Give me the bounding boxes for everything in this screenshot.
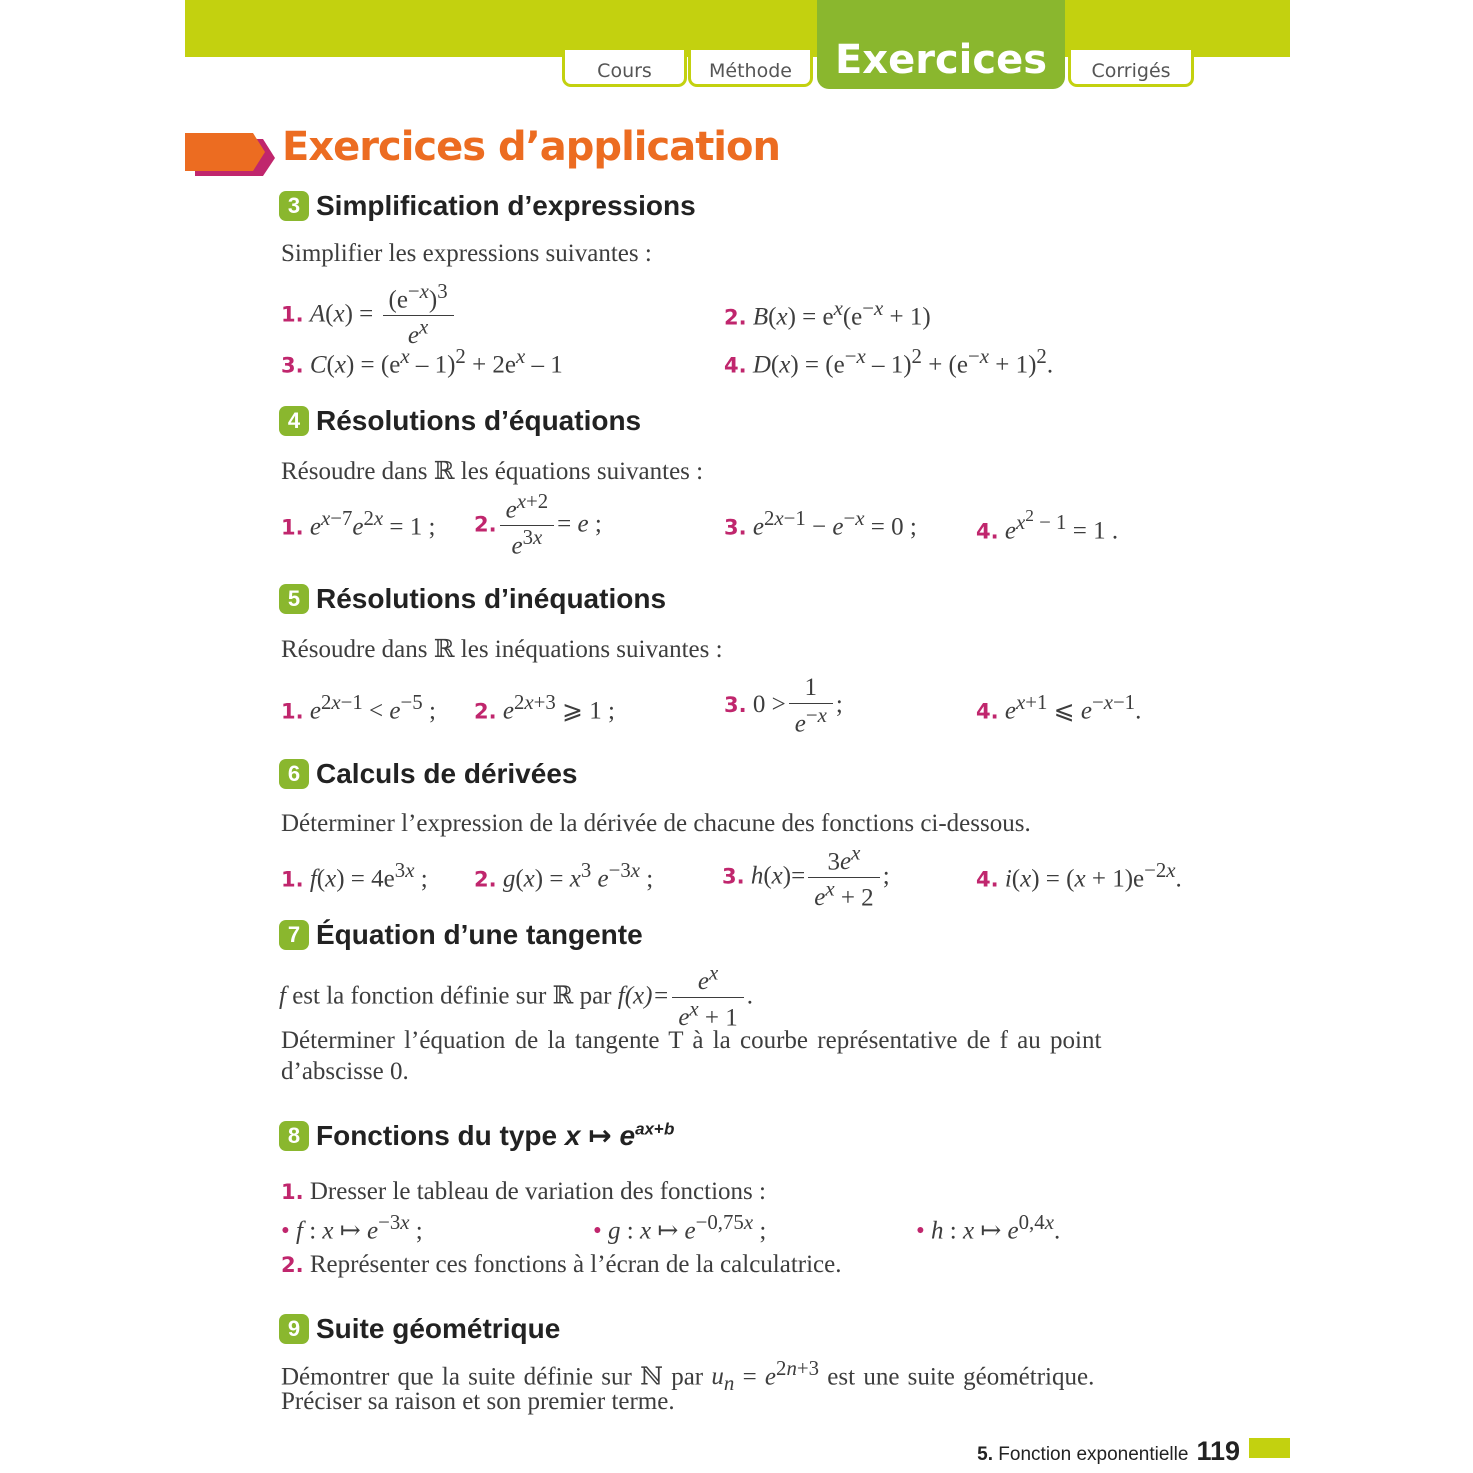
exercise-3-intro: Simplifier les expressions suivantes : xyxy=(281,240,652,267)
exercise-8-q1: 1. Dresser le tableau de variation des fonctions : xyxy=(281,1178,766,1205)
exercise-3-title xyxy=(279,190,696,222)
ex5-item-2: 2. $e^{2x+3}$ ⩾ 1 ; xyxy=(474,690,615,725)
tab-exercices[interactable] xyxy=(817,0,1065,89)
exercise-7-line-1: f est la fonction définie sur ℝ par f(x)= $\frac{e^x}{e^x + 1}$ . xyxy=(279,961,754,1032)
page-number: 119 xyxy=(1196,1436,1240,1466)
section-title: Exercices d’application xyxy=(282,124,780,170)
exercise-number: 9 xyxy=(279,1314,309,1344)
exercise-9-line-1: Démontrer que la suite définie sur ℕ par $u_n = e^{2n+3}$ est une suite géométrique. xyxy=(281,1356,1095,1396)
ex4-item-3: 3. $e^{2x-1} - e^{-x} = 0$ ; xyxy=(724,506,917,541)
exercise-number: 8 xyxy=(279,1121,309,1151)
ex3-item-1: 1. A(x) = $\frac{(e^{-x})^3}{e^x}$ xyxy=(281,280,457,351)
ex6-item-4: 4. $i(x) = (x + 1)e^{-2x}$. xyxy=(976,858,1182,893)
exercise-9-line-2: Préciser sa raison et son premier terme. xyxy=(281,1388,675,1415)
ex5-item-1: 1. $e^{2x-1} < e^{-5}$ ; xyxy=(281,690,436,725)
exercise-7-line-2: Déterminer l’équation de la tangente T à la courbe représentative de f au point xyxy=(281,1027,1102,1054)
tab-exercices-label: Exercices xyxy=(834,37,1048,83)
exercise-number: 7 xyxy=(279,920,309,950)
exercise-title-text: Résolutions d’équations xyxy=(316,405,642,436)
ex6-item-2: 2. $g(x) = x^3$ $e^{-3x}$ ; xyxy=(474,858,654,893)
ex4-item-4: 4. $e^{x^2 - 1} = 1$ . xyxy=(976,506,1119,545)
exercise-7-line-3: d’abscisse 0. xyxy=(281,1058,409,1085)
exercise-8-title: 8 Fonctions du type x ↦ $e^{ax+b}$ xyxy=(279,1119,674,1152)
page-footer xyxy=(977,1436,1240,1467)
tab-methode[interactable] xyxy=(688,50,813,87)
exercise-8-h: • h : x ↦ $e^{0,4x}$. xyxy=(916,1210,1061,1245)
tab-corriges-label: Corrigés xyxy=(1091,60,1171,82)
tab-cours-label: Cours xyxy=(597,60,652,82)
tab-corriges[interactable] xyxy=(1068,50,1194,87)
exercise-title-text: Équation d’une tangente xyxy=(316,919,643,950)
exercise-4-intro: Résoudre dans ℝ les équations suivantes : xyxy=(281,458,704,485)
exercise-9-title xyxy=(279,1313,560,1345)
exercise-4-title xyxy=(279,405,641,437)
ex3-item-3: 3. $C(x) = (e^x - 1)^2 + 2e^x - 1$ xyxy=(281,344,563,379)
ex3-item-2: 2. $B(x) = e^x(e^{-x} + 1)$ xyxy=(724,296,931,331)
footer-bar xyxy=(1249,1438,1290,1458)
ex6-item-3: 3. h(x)= $\frac{3e^x}{e^x + 2}$ ; xyxy=(722,841,890,912)
exercise-8-q2: 2. Représenter ces fonctions à l’écran de la calculatrice. xyxy=(281,1251,842,1278)
chapter-number: 5. xyxy=(977,1444,994,1465)
exercise-title-text: Calculs de dérivées xyxy=(316,758,578,789)
exercise-number: 5 xyxy=(279,584,309,614)
exercise-number: 6 xyxy=(279,759,309,789)
exercise-title-text: Suite géométrique xyxy=(316,1313,561,1344)
exercise-5-title xyxy=(279,583,666,615)
exercise-8-g: • g : x ↦ $e^{-0,75x}$ ; xyxy=(593,1210,767,1245)
ex4-item-2: 2. $\frac{e^{x+2}}{e^{3x}}$ = e ; xyxy=(474,489,602,560)
exercise-number: 3 xyxy=(279,191,309,221)
exercise-title-text: Résolutions d’inéquations xyxy=(316,583,667,614)
chapter-title: Fonction exponentielle xyxy=(993,1444,1189,1465)
exercise-6-intro: Déterminer l’expression de la dérivée de chacune des fonctions ci-dessous. xyxy=(281,810,1031,837)
ex5-item-4: 4. $e^{x+1}$ ⩽ $e^{-x-1}$. xyxy=(976,690,1142,725)
exercise-5-intro: Résoudre dans ℝ les inéquations suivantes : xyxy=(281,636,723,663)
ex5-item-3: 3. 0 > $\frac{1}{e^{-x}}$ ; xyxy=(724,674,843,738)
exercise-title-text: Simplification d’expressions xyxy=(316,190,696,221)
ex4-item-1: 1. $e^{x-7}e^{2x} = 1$ ; xyxy=(281,506,436,541)
ex3-item-4: 4. $D(x) = (e^{-x} - 1)^2 + (e^{-x} + 1)^2$. xyxy=(724,344,1054,379)
exercise-8-f: • f : x ↦ $e^{-3x}$ ; xyxy=(281,1210,423,1245)
tab-methode-label: Méthode xyxy=(709,60,792,82)
exercise-7-title xyxy=(279,919,643,951)
ex6-item-1: 1. $f(x) = 4e^{3x}$ ; xyxy=(281,858,428,893)
section-arrow-icon xyxy=(185,133,277,177)
exercise-6-title xyxy=(279,758,577,790)
exercise-number: 4 xyxy=(279,406,309,436)
header-bar xyxy=(185,0,1290,57)
tab-cours[interactable] xyxy=(562,50,687,87)
